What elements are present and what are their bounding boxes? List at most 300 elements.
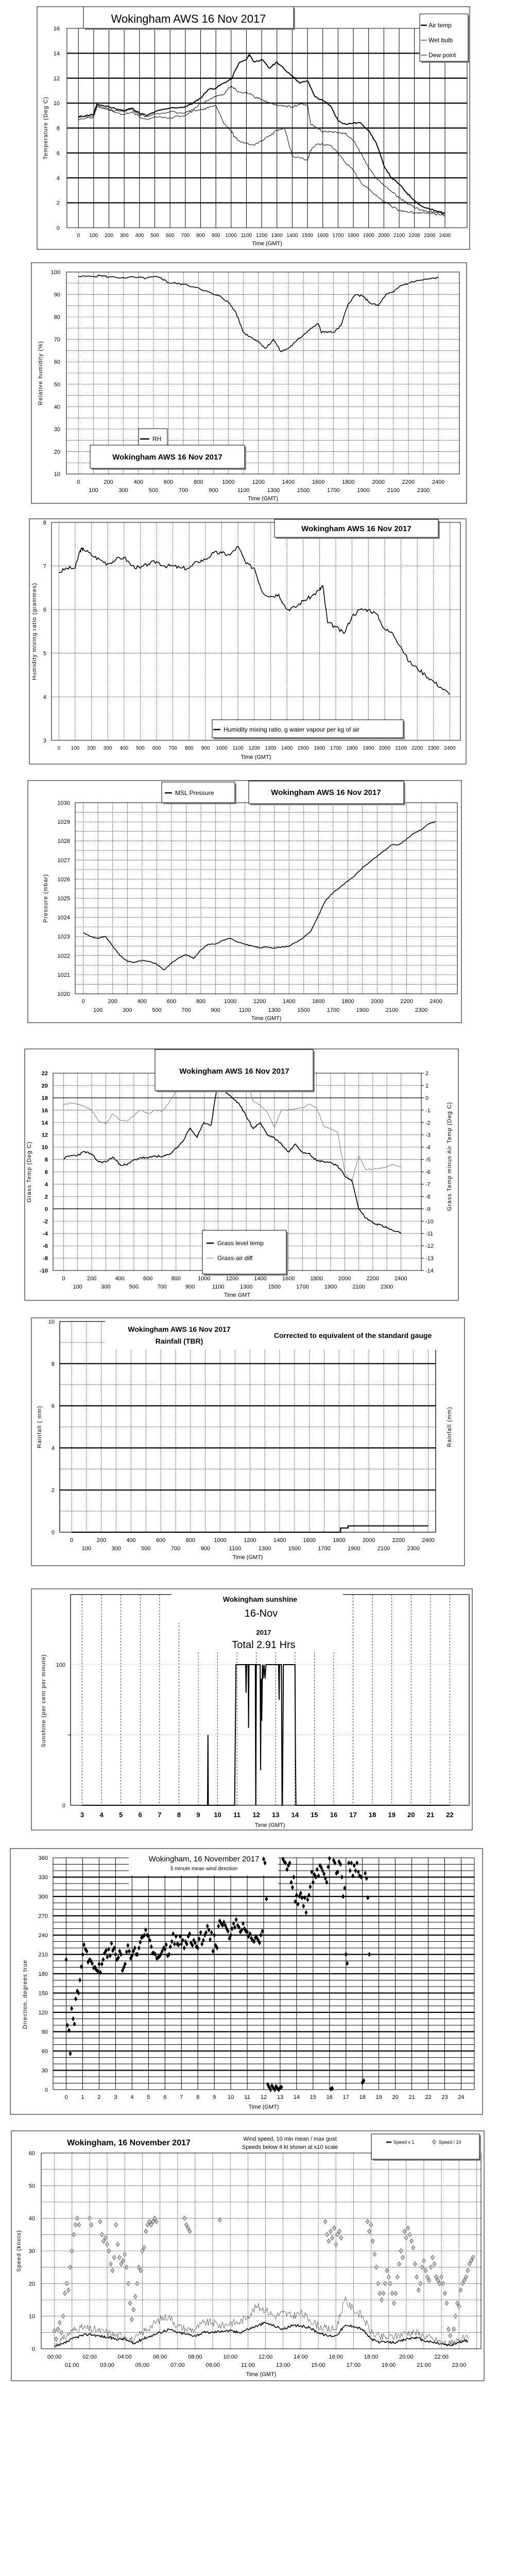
y-right-tick-label: -6 — [425, 1169, 431, 1176]
x-tick-label: 22 — [446, 1811, 454, 1819]
y-tick-label: 210 — [38, 1952, 48, 1958]
legend-label: Grass-air diff — [217, 1255, 253, 1262]
y-right-axis-title: Rainfall (mm) — [447, 1406, 453, 1447]
x-tick-label: 200 — [87, 745, 96, 751]
y-tick-label: -6 — [43, 1243, 48, 1250]
y-tick-label: 150 — [38, 1990, 48, 1997]
y-tick-label: 40 — [54, 404, 60, 411]
x-tick-label: 1400 — [281, 745, 293, 751]
y-tick-label: 100 — [50, 269, 60, 276]
x-tick-label: 04:00 — [117, 2354, 132, 2360]
chart-sunshine — [31, 1589, 472, 1830]
x-tick-label: 600 — [156, 1537, 166, 1544]
y-tick-label: 6 — [56, 150, 60, 157]
y-tick-label: 100 — [56, 1662, 65, 1668]
y-tick-label: 20 — [41, 1082, 48, 1089]
y-right-tick-label: 2 — [425, 1071, 429, 1077]
chart-title: Wokingham AWS 16 Nov 2017 — [128, 1325, 231, 1333]
legend-label: RH — [152, 435, 162, 443]
y-tick-label: 180 — [38, 1971, 48, 1977]
y-right-tick-label: -14 — [425, 1268, 434, 1274]
x-tick-label: 1400 — [282, 998, 296, 1005]
x-tick-label: 1600 — [303, 1537, 316, 1544]
x-tick-label: 15:00 — [311, 2362, 325, 2368]
chart-temperature — [37, 7, 470, 249]
y-tick-label: 4 — [56, 175, 60, 182]
x-tick-label: 400 — [135, 233, 144, 239]
x-tick-label: 1300 — [271, 233, 283, 239]
x-tick-label: 1200 — [244, 1537, 256, 1544]
x-tick-label: 1700 — [327, 487, 340, 494]
chart-wind-speed — [11, 2131, 484, 2381]
y-tick-label: 80 — [54, 314, 60, 321]
y-tick-label: 2 — [51, 1487, 55, 1494]
x-tick-label: 2300 — [407, 1546, 420, 1552]
x-tick-label: 24 — [458, 2094, 465, 2100]
y-right-tick-label: -10 — [425, 1218, 434, 1225]
y-tick-label: 6 — [43, 607, 46, 614]
x-tick-label: 400 — [137, 998, 147, 1005]
y-tick-label: 1023 — [57, 934, 70, 940]
x-tick-label: 6 — [163, 2094, 167, 2100]
legend-label: Humidity mixing ratio, g water vapour per kg of air — [224, 726, 360, 733]
y-tick-label: 3 — [43, 738, 46, 744]
x-tick-label: 20:00 — [399, 2354, 414, 2360]
chart-title: Wokingham AWS 16 Nov 2017 — [112, 453, 222, 462]
x-tick-label: 800 — [184, 745, 194, 751]
y-tick-label: 5 — [43, 650, 46, 657]
x-tick-label: 21 — [408, 2094, 415, 2100]
x-tick-label: 500 — [141, 1546, 151, 1552]
x-tick-label: 500 — [150, 233, 159, 239]
y-tick-label: 10 — [54, 471, 60, 478]
y-tick-label: 4 — [43, 694, 46, 701]
x-tick-label: 1700 — [327, 1007, 340, 1013]
x-tick-label: 800 — [194, 479, 203, 485]
x-tick-label: 1800 — [346, 745, 358, 751]
y-tick-label: 8 — [51, 1361, 55, 1367]
x-tick-label: 800 — [185, 1537, 196, 1544]
y-tick-label: 0 — [51, 1530, 55, 1536]
x-tick-label: 1900 — [356, 1007, 369, 1013]
chart-year-label: 2017 — [256, 1629, 271, 1636]
y-tick-label: 270 — [38, 1913, 48, 1920]
x-tick-label: 900 — [211, 1007, 220, 1013]
y-right-tick-label: -12 — [425, 1243, 434, 1250]
y-tick-label: 60 — [54, 359, 60, 366]
x-tick-label: 14:00 — [294, 2354, 308, 2360]
x-tick-label: 1200 — [248, 745, 260, 751]
chart-note: Corrected to equivalent of the standard gauge — [273, 1331, 432, 1340]
y-axis-title: Pressure (mbar) — [43, 874, 49, 923]
x-tick-label: 600 — [152, 745, 161, 751]
x-tick-label: 0 — [77, 479, 80, 485]
x-tick-label: 700 — [181, 1007, 191, 1013]
x-tick-label: 12 — [260, 2094, 267, 2100]
y-tick-label: 16 — [41, 1107, 48, 1114]
y-tick-label: 1024 — [57, 914, 70, 921]
x-tick-label: 21:00 — [417, 2362, 431, 2368]
y-axis-title: Speed (knots) — [16, 2230, 22, 2272]
y-tick-label: -2 — [43, 1218, 48, 1225]
y-tick-label: 1022 — [57, 953, 70, 959]
y-tick-label: 60 — [28, 2150, 35, 2157]
y-tick-label: -4 — [43, 1231, 48, 1238]
x-tick-label: 1900 — [348, 1546, 360, 1552]
y-tick-label: 240 — [38, 1933, 48, 1939]
x-tick-label: 2000 — [371, 998, 384, 1005]
x-tick-label: 9 — [213, 2094, 216, 2100]
x-tick-label: 100 — [71, 745, 80, 751]
y-tick-label: 14 — [41, 1120, 48, 1126]
y-right-tick-label: -4 — [425, 1144, 431, 1151]
y-right-tick-label: 0 — [425, 1095, 429, 1101]
x-tick-label: 700 — [178, 487, 188, 494]
legend-label: MSL Pressure — [175, 789, 214, 796]
x-tick-label: 1000 — [214, 1537, 227, 1544]
legend-box — [371, 2134, 479, 2159]
chart-title: Wokingham AWS 16 Nov 2017 — [301, 524, 411, 533]
y-tick-label: 40 — [28, 2215, 35, 2222]
x-tick-label: 600 — [143, 1276, 153, 1282]
x-tick-label: 21 — [426, 1811, 435, 1819]
x-tick-label: 800 — [196, 233, 205, 239]
x-tick-label: 1100 — [241, 233, 252, 239]
y-axis-title: Relative humidity (%) — [38, 341, 44, 405]
x-tick-label: 1800 — [347, 233, 359, 239]
x-tick-label: 900 — [209, 487, 218, 494]
x-tick-label: 1200 — [252, 479, 265, 485]
y-tick-label: 50 — [28, 2183, 35, 2190]
chart-title: Wokingham AWS 16 Nov 2017 — [179, 1067, 289, 1076]
y-tick-label: 1025 — [57, 895, 70, 902]
y-tick-label: 0 — [56, 225, 60, 231]
x-tick-label: 1800 — [342, 479, 355, 485]
x-tick-label: 200 — [105, 233, 113, 239]
x-tick-label: 1400 — [273, 1537, 286, 1544]
x-tick-label: 2400 — [394, 1276, 407, 1282]
x-tick-label: 900 — [211, 233, 220, 239]
legend-label: Wet bulb — [428, 37, 453, 44]
x-tick-label: 20 — [407, 1811, 415, 1819]
x-tick-label: 1600 — [317, 233, 329, 239]
x-tick-label: 1600 — [312, 479, 325, 485]
chart-subtitle-2: Speeds below 4 kt shown at x10 scale — [242, 2144, 338, 2150]
x-tick-label: 300 — [119, 233, 129, 239]
x-tick-label: 14 — [291, 1811, 299, 1819]
x-tick-label: 800 — [171, 1276, 181, 1282]
y-tick-label: 30 — [54, 426, 60, 433]
x-tick-label: 2200 — [366, 1276, 380, 1282]
x-tick-label: 900 — [200, 1546, 210, 1552]
x-tick-label: 2300 — [380, 1284, 393, 1290]
x-tick-label: 1900 — [357, 487, 370, 494]
chart-grass-temperature — [25, 1049, 458, 1300]
x-tick-label: 1000 — [222, 479, 235, 485]
chart-frame — [31, 1318, 465, 1566]
y-right-tick-label: -9 — [425, 1206, 431, 1213]
x-tick-label: 16:00 — [329, 2354, 343, 2360]
x-tick-label: 5 — [147, 2094, 150, 2100]
y-tick-label: 1027 — [57, 857, 70, 864]
x-tick-label: 02:00 — [82, 2354, 97, 2360]
x-tick-label: 17:00 — [346, 2362, 361, 2368]
x-tick-label: 1700 — [318, 1546, 331, 1552]
x-tick-label: 100 — [73, 1284, 82, 1290]
x-tick-label: 17 — [349, 1811, 357, 1819]
x-tick-label: 8 — [177, 1811, 181, 1819]
x-tick-label: 3 — [80, 1811, 84, 1819]
x-tick-label: 800 — [196, 998, 206, 1005]
y-right-tick-label: -5 — [425, 1157, 431, 1163]
y-tick-label: 30 — [28, 2248, 35, 2255]
x-tick-label: 1000 — [225, 233, 237, 239]
x-tick-label: 5 — [119, 1811, 123, 1819]
x-tick-label: 03:00 — [100, 2362, 114, 2368]
x-tick-label: 18 — [359, 2094, 366, 2100]
chart-title: Wokingham AWS 16 Nov 2017 — [271, 788, 381, 797]
x-tick-label: 1300 — [258, 1546, 271, 1552]
x-tick-label: 900 — [185, 1284, 195, 1290]
x-tick-label: 07:00 — [170, 2362, 185, 2368]
x-tick-label: 1300 — [268, 1007, 281, 1013]
x-tick-label: 15 — [310, 2094, 316, 2100]
x-tick-label: 1600 — [282, 1276, 295, 1282]
x-tick-label: 2 — [97, 2094, 101, 2100]
x-tick-label: 2100 — [385, 1007, 399, 1013]
chart-date-label: 16-Nov — [244, 1608, 278, 1619]
x-tick-label: 700 — [181, 233, 190, 239]
y-tick-label: 0 — [44, 2087, 48, 2093]
y-right-axis-title: Grass Temp minus Air Temp (Deg C) — [447, 1101, 453, 1211]
x-tick-label: 1 — [81, 2094, 84, 2100]
x-tick-label: 20 — [392, 2094, 399, 2100]
x-tick-label: 3 — [114, 2094, 117, 2100]
x-axis-title: Time GMT — [224, 1292, 251, 1298]
x-tick-label: 0 — [62, 1276, 65, 1282]
y-axis-title: Temperature (Deg C) — [43, 96, 49, 160]
chart-subtitle: 5 minute mean wind direction — [170, 1866, 238, 1872]
y-tick-label: 4 — [44, 1181, 48, 1188]
y-tick-label: 4 — [51, 1445, 55, 1452]
chart-wind-direction — [10, 1849, 483, 2114]
y-right-tick-label: -2 — [425, 1120, 431, 1126]
x-tick-label: 1300 — [239, 1284, 253, 1290]
x-tick-label: 4 — [99, 1811, 104, 1819]
y-tick-label: 60 — [41, 2048, 48, 2055]
y-right-tick-label: -13 — [425, 1256, 434, 1262]
chart-pressure — [28, 781, 461, 1023]
y-tick-label: -8 — [43, 1256, 48, 1262]
x-tick-label: 14 — [293, 2094, 300, 2100]
y-axis-title: Sunshine (per cent per minute) — [41, 1654, 47, 1748]
x-tick-label: 2000 — [362, 1537, 375, 1544]
x-tick-label: 22:00 — [434, 2354, 449, 2360]
y-tick-label: 10 — [28, 2313, 35, 2320]
legend-label: Dew point — [428, 52, 456, 59]
y-tick-label: 90 — [54, 292, 60, 298]
x-tick-label: 23 — [441, 2094, 448, 2100]
x-tick-label: 700 — [157, 1284, 167, 1290]
x-axis-title: Time (GMT) — [248, 2104, 279, 2110]
chart-subtitle: Rainfall (TBR) — [155, 1337, 203, 1345]
x-tick-label: 700 — [168, 745, 178, 751]
y-tick-label: 10 — [41, 1144, 48, 1151]
x-tick-label: 2200 — [402, 479, 415, 485]
x-axis-title: Time (GMT) — [232, 1554, 263, 1561]
x-tick-label: 10 — [227, 2094, 234, 2100]
x-tick-label: 1800 — [333, 1537, 346, 1544]
x-axis-title: Time (GMT) — [241, 754, 271, 760]
x-tick-label: 300 — [123, 1007, 132, 1013]
x-tick-label: 200 — [87, 1276, 97, 1282]
x-axis-title: Time (GMT) — [248, 496, 278, 502]
chart-frame — [28, 781, 461, 1023]
x-tick-label: 2300 — [417, 487, 430, 494]
x-tick-label: 16 — [326, 2094, 333, 2100]
y-axis-title: Direction, degrees true — [22, 1959, 28, 2029]
y-tick-label: 0 — [44, 1206, 48, 1213]
x-tick-label: 1900 — [324, 1284, 337, 1290]
x-tick-label: 1900 — [363, 745, 374, 751]
x-tick-label: 2100 — [393, 233, 405, 239]
x-tick-label: 2200 — [408, 233, 420, 239]
x-tick-label: 500 — [129, 1284, 139, 1290]
chart-title: Wokingham, 16 November 2017 — [67, 2139, 191, 2147]
x-tick-label: 0 — [70, 1537, 74, 1544]
x-tick-label: 600 — [165, 233, 175, 239]
x-tick-label: 1700 — [330, 745, 342, 751]
x-tick-label: 1300 — [265, 745, 277, 751]
x-tick-label: 300 — [118, 487, 128, 494]
legend-label: Speed x 1 — [393, 2140, 415, 2145]
x-tick-label: 2100 — [352, 1284, 365, 1290]
x-tick-label: 13:00 — [276, 2362, 290, 2368]
x-tick-label: 16 — [330, 1811, 338, 1819]
x-tick-label: 8 — [196, 2094, 200, 2100]
y-tick-label: 12 — [41, 1132, 48, 1139]
x-tick-label: 500 — [136, 745, 145, 751]
x-tick-label: 1200 — [255, 233, 268, 239]
x-tick-label: 17 — [342, 2094, 349, 2100]
x-tick-label: 2400 — [439, 233, 451, 239]
x-tick-label: 2000 — [378, 233, 390, 239]
y-tick-label: 10 — [48, 1319, 55, 1325]
x-tick-label: 1700 — [296, 1284, 309, 1290]
x-tick-label: 500 — [152, 1007, 162, 1013]
y-tick-label: 1021 — [57, 972, 70, 978]
x-tick-label: 100 — [89, 487, 98, 494]
y-tick-label: 330 — [38, 1874, 48, 1881]
x-tick-label: 09:00 — [205, 2362, 220, 2368]
x-tick-label: 0 — [81, 998, 85, 1005]
x-tick-label: 600 — [166, 998, 177, 1005]
y-tick-label: 1020 — [57, 991, 70, 997]
x-tick-label: 100 — [93, 1007, 103, 1013]
chart-title: Wokingham AWS 16 Nov 2017 — [111, 12, 266, 25]
x-tick-label: 2400 — [444, 745, 456, 751]
x-tick-label: 1600 — [312, 998, 325, 1005]
x-tick-label: 19:00 — [381, 2362, 396, 2368]
x-tick-label: 11 — [244, 2094, 250, 2100]
x-tick-label: 1100 — [238, 1007, 251, 1013]
x-tick-label: 1200 — [253, 998, 266, 1005]
y-tick-label: 1026 — [57, 876, 70, 883]
y-tick-label: 20 — [54, 449, 60, 455]
x-tick-label: 2000 — [338, 1276, 351, 1282]
x-tick-label: 22 — [425, 2094, 432, 2100]
x-tick-label: 1000 — [224, 998, 237, 1005]
y-tick-label: 8 — [56, 125, 60, 132]
x-tick-label: 300 — [103, 745, 112, 751]
x-tick-label: 11:00 — [241, 2362, 255, 2368]
x-tick-label: 1500 — [268, 1284, 281, 1290]
legend-box — [202, 1230, 286, 1274]
x-tick-label: 2400 — [432, 479, 445, 485]
x-tick-label: 2200 — [400, 998, 413, 1005]
x-tick-label: 18 — [368, 1811, 376, 1819]
x-tick-label: 500 — [148, 487, 159, 494]
y-tick-label: 30 — [41, 2067, 48, 2074]
y-tick-label: 8 — [44, 1157, 48, 1163]
y-right-tick-label: -7 — [425, 1181, 431, 1188]
x-tick-label: 9 — [196, 1811, 200, 1819]
x-tick-label: 12 — [252, 1811, 260, 1819]
x-axis-title: Time (GMT) — [246, 2371, 277, 2378]
x-axis-title: Time (GMT) — [254, 1822, 285, 1828]
x-tick-label: 1500 — [301, 233, 314, 239]
x-tick-label: 2300 — [415, 1007, 428, 1013]
x-axis-title: Time (GMT) — [252, 241, 282, 247]
x-tick-label: 1000 — [216, 745, 228, 751]
x-tick-label: 10 — [214, 1811, 221, 1819]
x-tick-label: 13 — [272, 1811, 280, 1819]
x-tick-label: 2100 — [387, 487, 400, 494]
x-tick-label: 1500 — [297, 487, 310, 494]
x-tick-label: 19 — [388, 1811, 396, 1819]
x-tick-label: 1100 — [229, 1546, 242, 1552]
x-tick-label: 1900 — [363, 233, 374, 239]
x-tick-label: 2100 — [395, 745, 407, 751]
y-tick-label: 360 — [38, 1855, 48, 1861]
y-tick-label: 10 — [53, 100, 60, 107]
x-tick-label: 2400 — [422, 1537, 435, 1544]
x-tick-label: 13 — [277, 2094, 284, 2100]
x-tick-label: 2300 — [424, 233, 436, 239]
y-tick-label: 2 — [44, 1194, 48, 1200]
x-tick-label: 1700 — [332, 233, 344, 239]
chart-title: Wokingham, 16 November 2017 — [148, 1855, 260, 1863]
x-tick-label: 300 — [101, 1284, 111, 1290]
x-tick-label: 400 — [126, 1537, 136, 1544]
x-tick-label: 600 — [163, 479, 174, 485]
x-tick-label: 23:00 — [452, 2362, 467, 2368]
y-right-tick-label: -11 — [425, 1231, 434, 1238]
x-tick-label: 19 — [375, 2094, 382, 2100]
y-tick-label: 1028 — [57, 838, 70, 845]
x-tick-label: 1400 — [282, 479, 295, 485]
x-tick-label: 1500 — [297, 745, 309, 751]
x-tick-label: 4 — [130, 2094, 134, 2100]
y-tick-label: 50 — [54, 381, 60, 388]
y-right-tick-label: 1 — [425, 1082, 429, 1089]
x-tick-label: 0 — [57, 745, 61, 751]
x-tick-label: 0 — [77, 233, 80, 239]
chart-relative-humidity — [31, 263, 467, 503]
y-tick-label: 6 — [44, 1169, 48, 1176]
x-tick-label: 01:00 — [65, 2362, 79, 2368]
x-tick-label: 100 — [89, 233, 98, 239]
